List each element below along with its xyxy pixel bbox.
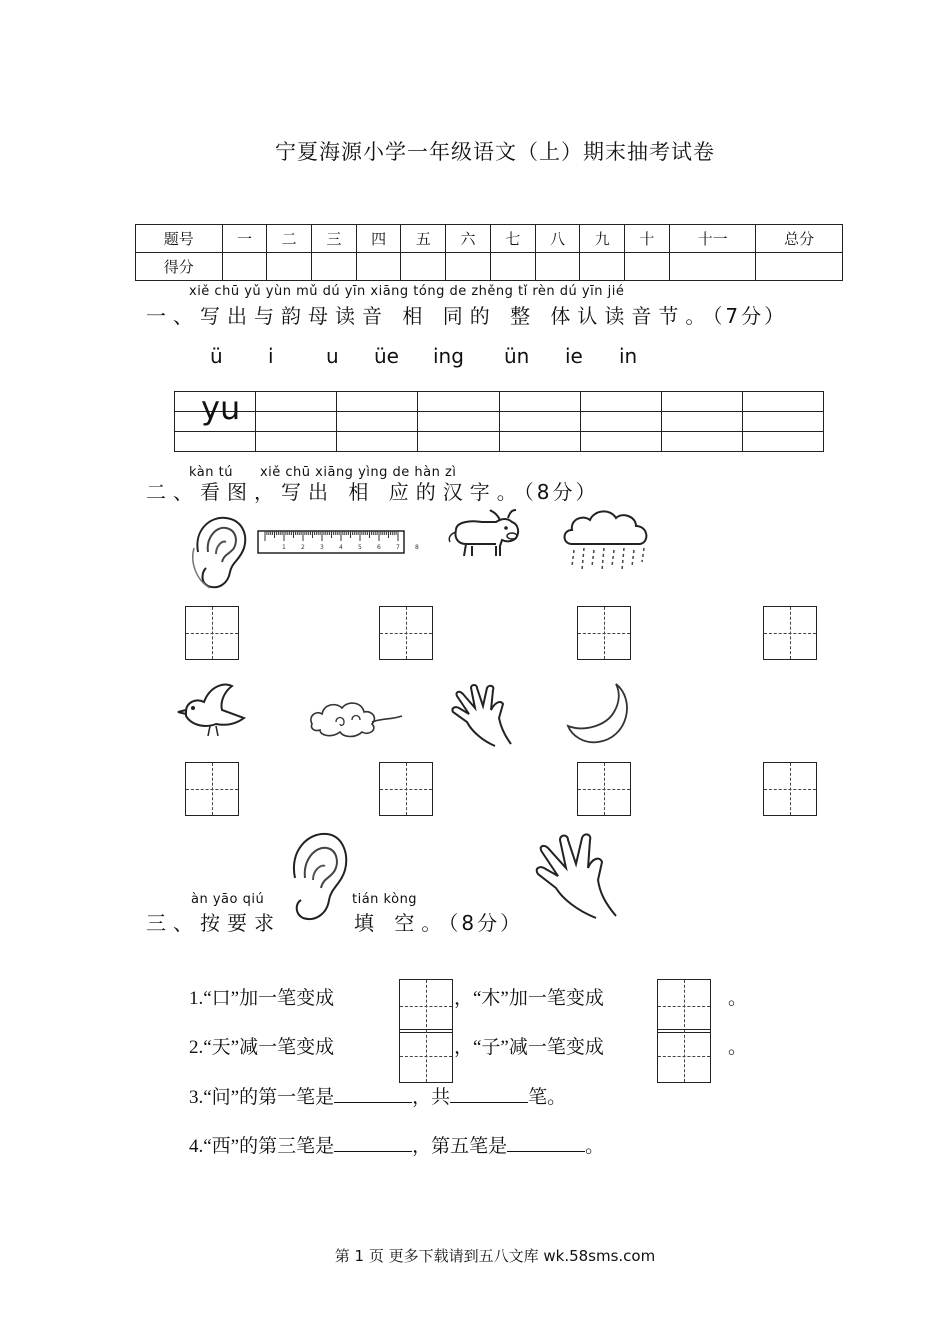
- section1-score: （7分）: [712, 304, 788, 328]
- answer-box[interactable]: [379, 606, 433, 660]
- q3-part-c: 笔。: [528, 1087, 567, 1108]
- ear-icon-decoration: [283, 828, 351, 926]
- score-input-cell[interactable]: [312, 253, 357, 281]
- answer-blank[interactable]: [450, 1084, 528, 1103]
- section3-heading-left: 三、按要求: [146, 911, 281, 935]
- q1-part-a: 1.“口”加一笔变成: [189, 988, 335, 1009]
- moon-image: [566, 682, 634, 744]
- section2-score: （8分）: [523, 480, 599, 504]
- q3-part-b: ，共: [412, 1087, 451, 1108]
- vowel-item: ün: [504, 344, 530, 368]
- answer-box[interactable]: [577, 606, 631, 660]
- score-input-cell[interactable]: [756, 253, 843, 281]
- answer-blank[interactable]: [334, 1133, 412, 1152]
- section2-title: 二、看图，写出 相 应的汉字。: [146, 480, 524, 504]
- section1-title: 一、写出与韵母读音 相 同的 整 体认读音节。: [146, 304, 713, 328]
- vowel-item: in: [619, 344, 638, 368]
- q4-part-b: ，第五笔是: [412, 1136, 508, 1157]
- q2-part-c: 。: [728, 1037, 748, 1058]
- score-table: [135, 224, 843, 281]
- ruler-label: 7: [396, 544, 400, 551]
- score-cell: 一: [222, 225, 267, 253]
- answer-box[interactable]: [657, 1029, 711, 1083]
- score-cell: 总分: [756, 225, 843, 253]
- score-cell: 六: [446, 225, 491, 253]
- score-input-cell[interactable]: [580, 253, 625, 281]
- page-footer: 第 1 页 更多下载请到五八文库 wk.58sms.com: [334, 1247, 656, 1265]
- vowel-item: ie: [565, 344, 583, 368]
- score-input-cell[interactable]: [535, 253, 580, 281]
- hand-image: [449, 682, 517, 748]
- ruler-label: 5: [358, 544, 362, 551]
- pinyin-writing-grid: [174, 391, 824, 452]
- score-cell: 二: [267, 225, 312, 253]
- score-cell: 十: [625, 225, 670, 253]
- score-input-cell[interactable]: [267, 253, 312, 281]
- question-3: [189, 1082, 566, 1109]
- score-cell: 五: [401, 225, 446, 253]
- rain-cloud-image: [560, 506, 654, 572]
- ruler-label: 6: [377, 544, 381, 551]
- section1-pinyin: xiě chū yǔ yùn mǔ dú yīn xiāng tóng de zhěng tǐ rèn dú yīn jié: [189, 284, 625, 299]
- score-cell: 七: [490, 225, 535, 253]
- q1-part-c: 。: [728, 988, 748, 1009]
- ruler-image: [257, 529, 419, 557]
- score-cell: 八: [535, 225, 580, 253]
- score-table-score-row: [136, 253, 843, 281]
- score-cell: 三: [312, 225, 357, 253]
- score-cell: 四: [356, 225, 401, 253]
- answer-box[interactable]: [763, 762, 817, 816]
- ruler-label: 2: [301, 544, 305, 551]
- score-input-cell[interactable]: [222, 253, 267, 281]
- q2-part-b: ，“子”减一笔变成: [454, 1037, 604, 1058]
- section2-heading: [146, 476, 598, 505]
- question-1: [189, 983, 334, 1010]
- vowel-item: üe: [374, 344, 399, 368]
- answer-box[interactable]: [657, 979, 711, 1033]
- score-table-header-row: [136, 225, 843, 253]
- bird-image: [176, 682, 252, 740]
- ruler-label: 3: [320, 544, 324, 551]
- answer-box[interactable]: [185, 606, 239, 660]
- score-cell: 九: [580, 225, 625, 253]
- answer-box[interactable]: [763, 606, 817, 660]
- answer-box[interactable]: [379, 762, 433, 816]
- ruler-label: 8: [415, 544, 419, 551]
- page-title: 宁夏海源小学一年级语文（上）期末抽考试卷: [275, 140, 715, 164]
- cloud-image: [306, 698, 406, 740]
- score-label: 得分: [136, 253, 223, 281]
- score-input-cell[interactable]: [490, 253, 535, 281]
- ruler-label: 1: [282, 544, 286, 551]
- section1-heading: [146, 300, 787, 329]
- vowel-item: u: [326, 344, 339, 368]
- score-input-cell[interactable]: [401, 253, 446, 281]
- q4-part-a: 4.“西”的第三笔是: [189, 1136, 335, 1157]
- answer-blank[interactable]: [334, 1084, 412, 1103]
- answer-box[interactable]: [185, 762, 239, 816]
- section3-heading-right: [354, 907, 523, 936]
- score-cell: 题号: [136, 225, 223, 253]
- q2-part-a: 2.“天”减一笔变成: [189, 1037, 335, 1058]
- score-input-cell[interactable]: [625, 253, 670, 281]
- score-input-cell[interactable]: [446, 253, 491, 281]
- answer-blank[interactable]: [507, 1133, 585, 1152]
- ear-image: [188, 512, 250, 592]
- section3-pinyin-left: àn yāo qiú: [191, 892, 265, 907]
- ruler-label: 4: [339, 544, 343, 551]
- vowel-item: i: [268, 344, 274, 368]
- cow-image: [446, 508, 522, 560]
- vowel-item: ing: [433, 344, 464, 368]
- score-input-cell[interactable]: [669, 253, 756, 281]
- section2-pinyin: kàn tú xiě chū xiāng yìng de hàn zì: [189, 465, 457, 480]
- question-4: [189, 1131, 604, 1158]
- q4-part-c: 。: [585, 1136, 605, 1157]
- q3-part-a: 3.“问”的第一笔是: [189, 1087, 335, 1108]
- vowel-list: [0, 344, 950, 370]
- q1-part-b: ，“木”加一笔变成: [454, 988, 604, 1009]
- score-cell: 十一: [669, 225, 756, 253]
- question-2: [189, 1032, 334, 1059]
- vowel-item: ü: [210, 344, 223, 368]
- section3-title: 填 空。: [354, 911, 449, 935]
- example-answer: yu: [201, 389, 241, 427]
- answer-box[interactable]: [399, 1029, 453, 1083]
- hand-icon-decoration: [532, 830, 622, 922]
- section3-score: （8分）: [448, 911, 524, 935]
- score-input-cell[interactable]: [356, 253, 401, 281]
- answer-box[interactable]: [577, 762, 631, 816]
- section3-pinyin-right: tián kòng: [352, 892, 418, 907]
- answer-box[interactable]: [399, 979, 453, 1033]
